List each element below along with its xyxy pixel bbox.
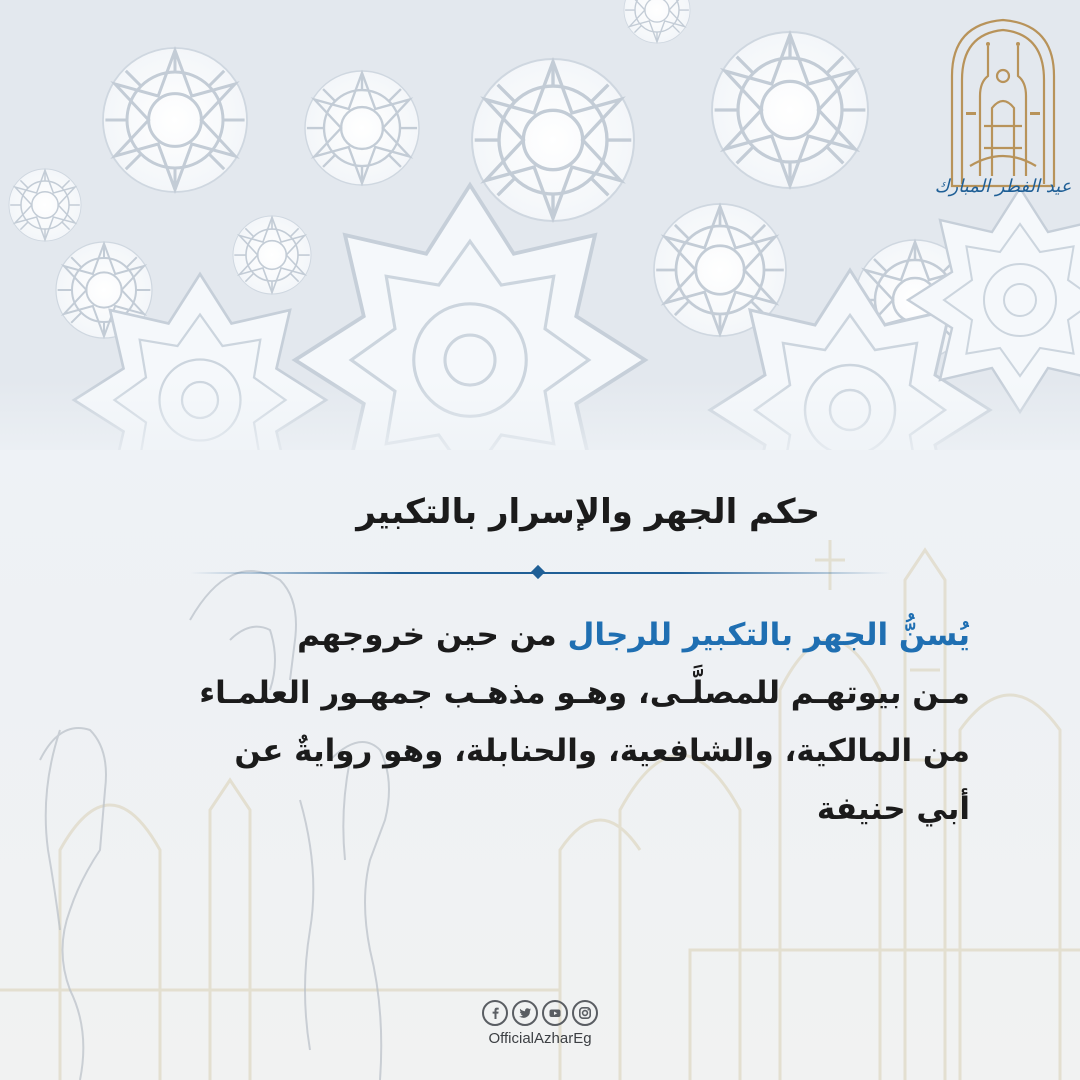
instagram-icon[interactable] xyxy=(572,1000,598,1026)
logo-caption: عيد الفطر المبارك xyxy=(934,176,1072,197)
facebook-icon[interactable] xyxy=(482,1000,508,1026)
body-line-4: أبي حنيفة xyxy=(816,791,970,827)
twitter-icon[interactable] xyxy=(512,1000,538,1026)
divider-diamond-icon xyxy=(531,565,545,579)
social-handle[interactable]: OfficialAzharEg xyxy=(488,1030,592,1047)
body-text xyxy=(90,606,970,838)
body-line-1-rest: من حين خروجهم xyxy=(297,617,568,653)
post-title: حكم الجهر والإسرار بالتكبير xyxy=(356,492,820,532)
body-line-3: من المالكية، والشافعية، والحنابلة، وهو روايةٌ عن xyxy=(234,733,970,769)
body-line-2: مـن بيوتهـم للمصلَّـى، وهـو مذهـب جمهـور العلمـاء xyxy=(199,675,970,711)
body-line-1 xyxy=(90,606,970,664)
title-divider xyxy=(190,566,890,580)
social-icons xyxy=(470,1000,610,1030)
youtube-icon[interactable] xyxy=(542,1000,568,1026)
body-highlight: يُسنُّ الجهر بالتكبير للرجال xyxy=(567,617,970,653)
